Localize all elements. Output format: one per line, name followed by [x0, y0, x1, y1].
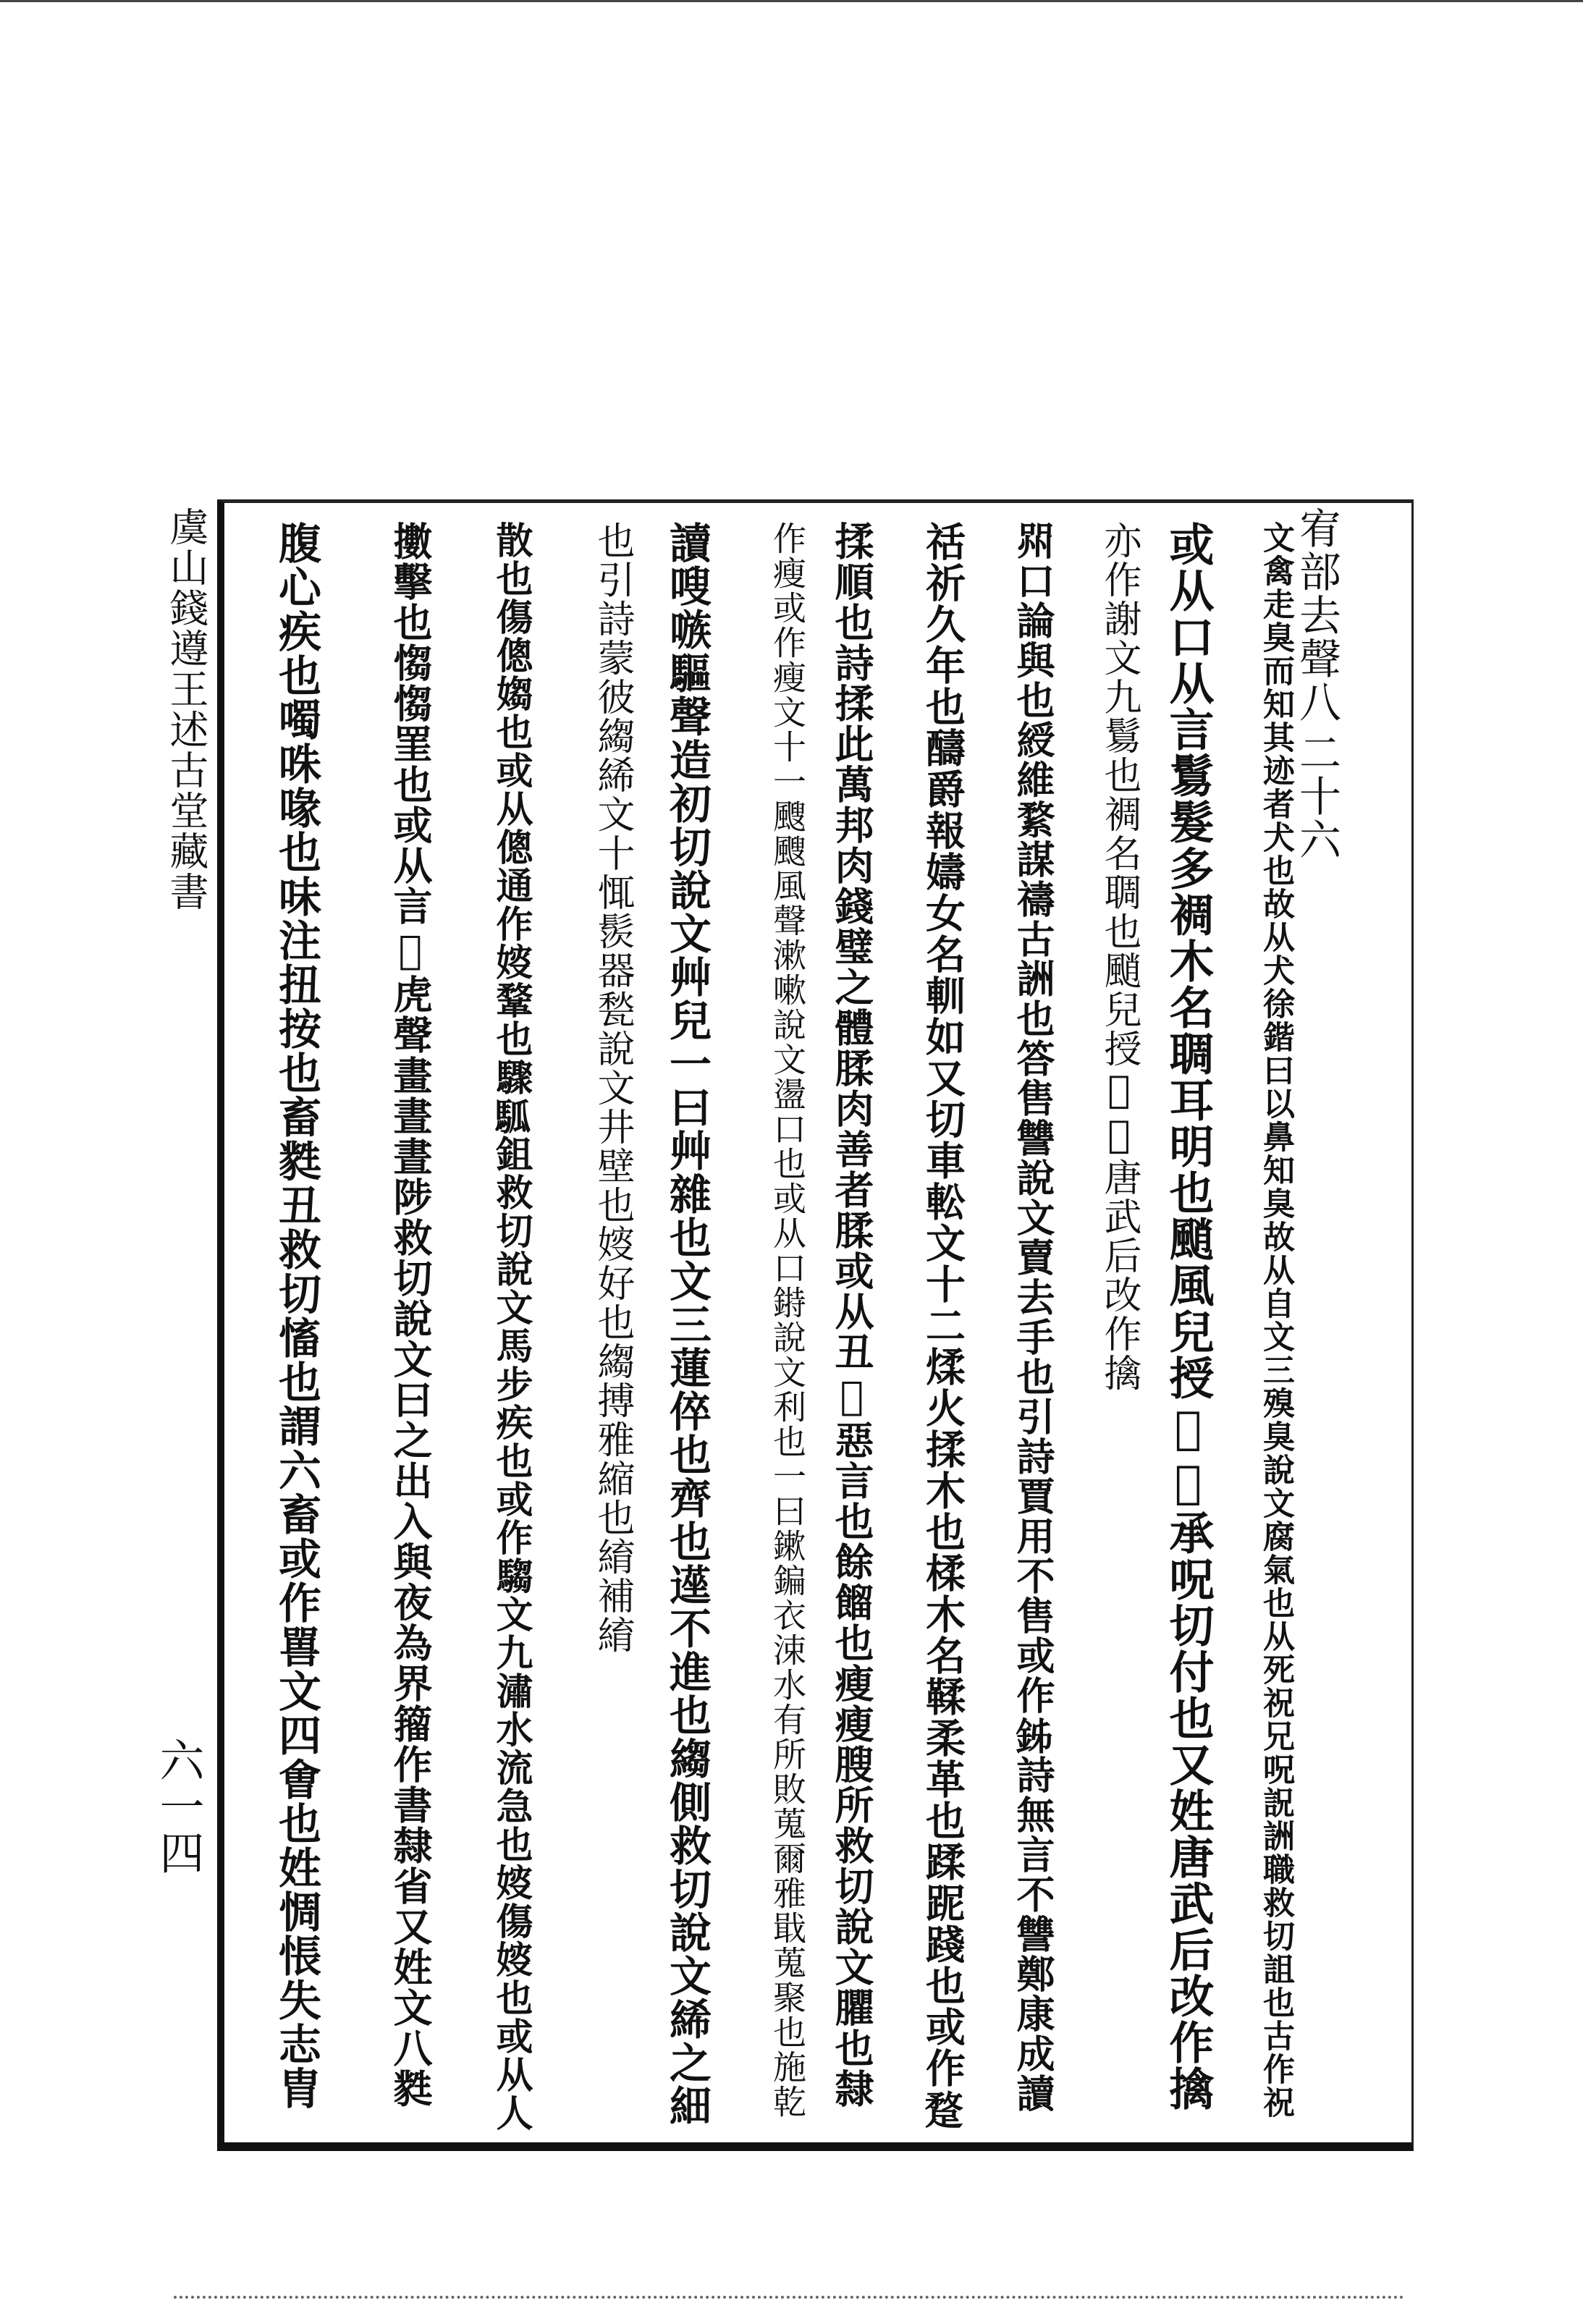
text-column-4: 喌口論與也綬維䋷謀禱古詶也答售讐說文賣去手也引詩賈用不售或作𨥦詩無言不讐鄭康成讀	[1010, 521, 1055, 2113]
text-column-9: 也引詩蒙彼縐絺文十㤴䯸器甃說文井壁也㛮好也縐搏雅縮也䋭補䋭	[591, 521, 634, 1655]
page-number-top: 二十六	[1292, 731, 1341, 861]
text-column-5: 䄆祈久年也醻爵報嬦女名䡅如又切車䡆文十二煣火揉木也楺木名鞣柔革也蹂跜踐也或作𨂣	[919, 521, 966, 2130]
page-number: 六一四	[152, 1737, 205, 1876]
text-column-6: 揉順也詩揉此萬邦肉錢璧之體腬肉善者腬或从丑𠹮惡言也餘餾也瘦瘦膄所救切說文臞也隸	[829, 521, 875, 2109]
section-label: 宥部去聲八	[1292, 507, 1341, 724]
text-column-7: 作瘦或作瘦文十一颼颼風聲漱嗽說文盪口也或从口𨨲說文利也一曰鏉鍽衣涑水有所敗蒐爾雅戢蒐聚也施乾	[768, 521, 807, 2119]
text-column-11: 擻擊也㥮㥮罣也或从言𧇤虎聲畫晝晝陟救切說文曰之出入與夜為界籀作書隸省又姓文八㽔	[387, 521, 434, 2109]
publisher-mark: 虞山錢遵王述古堂藏書	[164, 507, 209, 912]
text-column-10: 散也傷傯媰也或从傯通作㛮鞪也驟𩢍鉏救切說文馬步疾也或作騶文九潚水流急也㛮傷㛮也或从人	[489, 521, 533, 2132]
text-column-3: 亦作謝文九鬄也裯名䎻也颵兒授𥡘𥢗唐武后改作擒	[1097, 521, 1141, 1393]
text-column-2: 或从口从言鬄髮多裯木名䎻耳明也颵風兒授𥡘𥢗承呪切付也又姓唐武后改作擒	[1162, 521, 1215, 2112]
scan-top-edge	[0, 0, 1583, 2]
scan-bottom-edge	[174, 2296, 1404, 2302]
text-column-1: 文禽走臭而知其迹者犬也故从犬徐鍇曰以鼻知臭故从自文三殠臭說文腐氣也从死祝兄呪詋詶職救切詛也古作祝	[1257, 521, 1294, 2119]
text-column-12: 腹心疾也噣咮喙也味注扭按也畜㽔丑救切慉也謂六畜或作嘼文四㑹也姓惆悵失志胄	[271, 521, 321, 2110]
text-column-8: 讀嗖嗾驅聲造初切說文艸兒一曰艸雜也文三蓮倅也齊也遳不進也縐側救切說文絺之細	[662, 521, 712, 2128]
